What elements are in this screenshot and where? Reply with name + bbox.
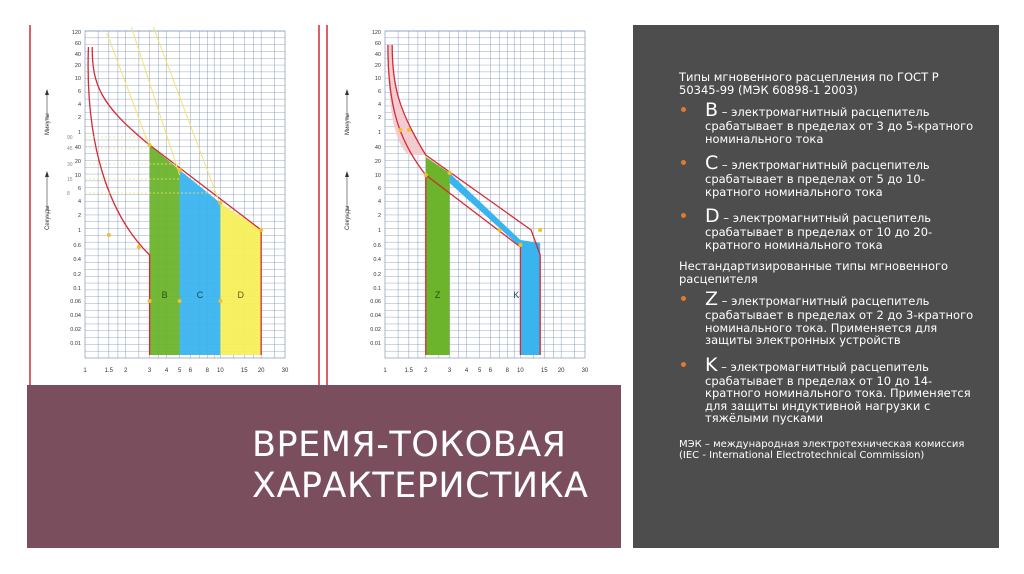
- y-tick-label: 2: [77, 115, 81, 121]
- list-item-type-d: [679, 207, 979, 251]
- iec-footnote: МЭК – международная электротехническая комиссия (IEC - International Electrotechnical Commission): [679, 438, 965, 461]
- x-tick-label: 2: [124, 368, 128, 374]
- y-tick-label: 0.4: [373, 257, 381, 263]
- x-tick-label: 5: [177, 368, 182, 374]
- curve-point: [218, 299, 222, 303]
- y-tick-label: 0.2: [73, 272, 81, 278]
- curve-point: [407, 128, 411, 132]
- y-tick-label: 10: [374, 173, 381, 179]
- chart-2: [345, 30, 589, 374]
- x-tick-label: 15: [240, 368, 248, 374]
- x-tick-label: 3: [147, 368, 152, 374]
- y-tick-label: 6: [377, 186, 381, 192]
- x-tick-label: 3: [447, 368, 452, 374]
- x-tick-label: 10: [517, 368, 524, 374]
- y-tick-label: 2: [77, 213, 81, 219]
- extra-y-label: 30: [67, 162, 73, 168]
- type-d-description: – электромагнитный расцепитель срабатывает в пределах от 10 до 20-кратного номинального тока: [705, 211, 933, 252]
- y-unit-label-seconds: Секунды: [45, 205, 51, 230]
- y-tick-label: 60: [374, 41, 381, 47]
- y-unit-label-minutes: Минуты: [345, 113, 351, 135]
- type-b-description: – электромагнитный расцепитель срабатывает в пределах от 3 до 5-кратного номинального тока: [705, 105, 974, 146]
- y-unit-label-seconds: Секунды: [345, 205, 351, 230]
- x-tick-label: 1.5: [404, 368, 414, 374]
- type-c-description: – электромагнитный расцепитель срабатывает в пределах от 5 до 10-кратного номинального тока: [705, 158, 930, 199]
- zone-b: [150, 145, 180, 355]
- curve-point: [398, 128, 402, 132]
- zone-label-k: K: [513, 290, 520, 300]
- extra-y-label: 90: [67, 135, 73, 141]
- time-current-charts: [27, 25, 621, 385]
- type-k-description: – электромагнитный расцепитель срабатывает в пределах от 10 до 14-кратного номинального тока. Применяется для защиты индуктивной нагрузки с тяжёлыми пусками: [705, 359, 971, 425]
- curve-point: [218, 201, 222, 205]
- y-tick-label: 10: [374, 76, 381, 82]
- x-tick-label: 8: [505, 368, 509, 374]
- nonstandard-types-heading: Нестандартизированные типы мгновенного расцепителя: [679, 259, 949, 286]
- y-tick-label: 0.6: [73, 243, 81, 249]
- y-tick-label: 0.01: [70, 341, 81, 347]
- list-item-type-b: [679, 101, 979, 145]
- arrow-up-icon: [345, 171, 349, 177]
- title-banner: [27, 385, 621, 548]
- curve-point: [178, 168, 182, 172]
- curve-point: [148, 143, 152, 147]
- curve-point: [448, 171, 452, 175]
- x-tick-label: 15: [540, 368, 548, 374]
- y-tick-label: 6: [77, 89, 81, 95]
- bullet-dot-icon: [681, 296, 686, 301]
- list-item-type-z: [679, 290, 979, 347]
- extra-y-label: 45: [67, 146, 73, 152]
- list-item-type-c: [679, 154, 979, 198]
- slide-title: [252, 425, 588, 507]
- y-tick-label: 4: [377, 102, 381, 108]
- y-tick-label: 1: [77, 130, 81, 136]
- y-tick-label: 0.06: [370, 299, 381, 305]
- x-tick-label: 20: [557, 368, 565, 374]
- bullet-dot-icon: [681, 107, 686, 112]
- y-tick-label: 0.06: [70, 299, 81, 305]
- type-letter-b: B: [705, 99, 719, 121]
- description-panel: [633, 25, 999, 548]
- standard-types-heading: Типы мгновенного расцепления по ГОСТ Р 50345-99 (МЭК 60898-1 2003): [679, 70, 939, 97]
- y-tick-label: 1: [377, 228, 381, 234]
- x-tick-label: 6: [188, 368, 193, 374]
- curve-point: [148, 299, 152, 303]
- y-tick-label: 2: [377, 213, 381, 219]
- y-tick-label: 6: [77, 186, 81, 192]
- y-tick-label: 40: [74, 52, 81, 58]
- x-tick-label: 1: [383, 368, 387, 374]
- zone-label-z: Z: [434, 290, 441, 300]
- y-tick-label: 20: [374, 159, 381, 165]
- bullet-dot-icon: [681, 160, 686, 165]
- chart-1: [45, 27, 289, 374]
- curve-point: [107, 233, 111, 237]
- x-tick-label: 6: [488, 368, 493, 374]
- slide-title-line-2: ХАРАКТЕРИСТИКА: [252, 466, 589, 506]
- list-item-type-k: [679, 353, 979, 425]
- y-tick-label: 40: [374, 145, 381, 151]
- curve-point: [178, 299, 182, 303]
- x-tick-label: 20: [257, 368, 265, 374]
- y-tick-label: 1: [377, 130, 381, 136]
- y-tick-label: 1: [77, 228, 81, 234]
- y-tick-label: 10: [74, 173, 81, 179]
- y-tick-label: 0.4: [73, 257, 81, 263]
- y-tick-label: 120: [71, 30, 81, 36]
- x-tick-label: 2: [424, 368, 428, 374]
- y-tick-label: 60: [74, 41, 81, 47]
- type-letter-k: K: [705, 353, 718, 376]
- x-tick-label: 1: [83, 368, 87, 374]
- y-tick-label: 0.1: [373, 286, 381, 292]
- slide-title-line-1: ВРЕМЯ-ТОКОВАЯ: [252, 425, 567, 465]
- description-content: [679, 71, 979, 471]
- y-tick-label: 20: [74, 63, 81, 69]
- y-tick-label: 0.2: [373, 272, 381, 278]
- arrow-up-icon: [45, 89, 49, 95]
- y-tick-label: 120: [371, 30, 381, 36]
- y-tick-label: 0.02: [370, 327, 381, 333]
- y-tick-label: 2: [377, 115, 381, 121]
- type-letter-z: Z: [705, 288, 719, 310]
- y-tick-label: 40: [374, 52, 381, 58]
- arrow-up-icon: [345, 89, 349, 95]
- bullet-dot-icon: [681, 213, 686, 218]
- y-tick-label: 0.02: [70, 327, 81, 333]
- zone-label-c: C: [196, 290, 204, 300]
- y-tick-label: 6: [377, 89, 381, 95]
- y-tick-label: 0.04: [70, 313, 81, 319]
- x-tick-label: 4: [164, 368, 169, 374]
- curve-point: [424, 173, 428, 177]
- curve-point: [497, 228, 501, 232]
- type-letter-c: C: [705, 152, 719, 174]
- x-tick-label: 5: [477, 368, 482, 374]
- y-tick-label: 4: [377, 199, 381, 205]
- x-tick-label: 30: [281, 368, 289, 374]
- y-tick-label: 4: [77, 102, 81, 108]
- y-tick-label: 0.04: [370, 313, 381, 319]
- x-tick-label: 8: [205, 368, 209, 374]
- curve-point: [137, 245, 141, 249]
- x-tick-label: 10: [217, 368, 224, 374]
- extra-y-label: 15: [67, 177, 73, 183]
- type-letter-d: D: [705, 205, 720, 227]
- curve-point: [518, 243, 522, 247]
- bullet-dot-icon: [681, 362, 686, 367]
- y-tick-label: 20: [74, 159, 81, 165]
- extra-y-label: 8: [67, 191, 70, 197]
- x-tick-label: 1.5: [104, 368, 114, 374]
- x-tick-label: 30: [581, 368, 589, 374]
- y-tick-label: 0.1: [73, 286, 81, 292]
- y-unit-label-minutes: Минуты: [45, 113, 51, 135]
- y-tick-label: 0.6: [373, 243, 381, 249]
- curve-point: [259, 228, 263, 232]
- y-tick-label: 40: [74, 145, 81, 151]
- zone-label-d: D: [237, 290, 245, 300]
- type-z-description: – электромагнитный расцепитель срабатывает в пределах от 2 до 3-кратного номинального тока. Применяется для защиты электронных устройств: [705, 294, 974, 347]
- zone-z: [426, 157, 450, 355]
- zone-label-b: B: [161, 290, 168, 300]
- arrow-up-icon: [45, 171, 49, 177]
- y-tick-label: 20: [374, 63, 381, 69]
- curve-point: [538, 228, 542, 232]
- x-tick-label: 4: [464, 368, 469, 374]
- y-tick-label: 10: [74, 76, 81, 82]
- y-tick-label: 0.01: [370, 341, 381, 347]
- y-tick-label: 4: [77, 199, 81, 205]
